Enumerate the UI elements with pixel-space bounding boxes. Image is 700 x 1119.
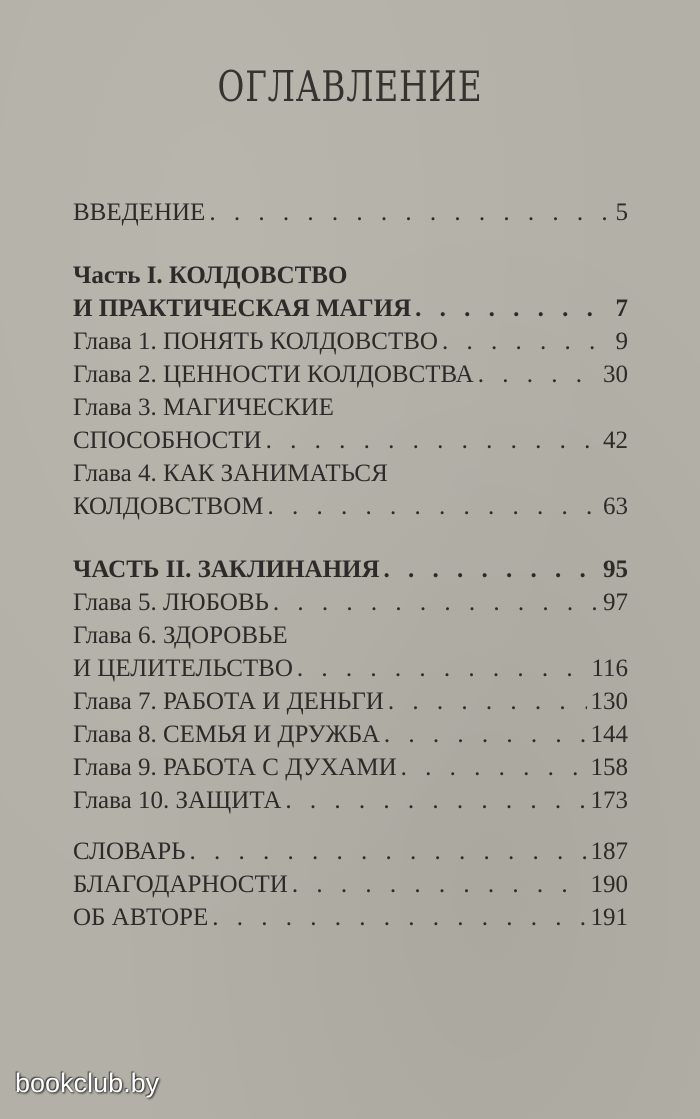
toc-entry-label: Глава 9. РАБОТА С ДУХАМИ [73,754,397,781]
dot-leader [297,652,588,685]
toc-entry-label: БЛАГОДАРНОСТИ [73,871,288,898]
toc-entry-chapter-6 [73,652,628,685]
toc-page-number: 5 [615,199,628,226]
toc-entry-intro [73,196,628,229]
toc-entry-label: ВВЕДЕНИЕ [73,199,206,226]
toc-entry-chapter-4 [73,490,628,523]
toc-entry-acknowledgements [73,868,628,901]
dot-leader [285,784,586,817]
dot-leader [266,424,599,457]
dot-leader [189,835,586,868]
dot-leader [268,490,599,523]
toc-entry-chapter-3 [73,424,628,457]
toc-entry-label: И ПРАКТИЧЕСКАЯ МАГИЯ [73,295,412,322]
toc-page-number: 9 [615,328,628,355]
toc-entry-part-2 [73,553,628,586]
toc-entry-label: Глава 8. СЕМЬЯ И ДРУЖБА [73,721,380,748]
toc-page-number: 7 [615,295,628,322]
toc-page-number: 42 [603,427,628,454]
toc-entry-label: СПОСОБНОСТИ [73,427,262,454]
toc-entry-label: ЧАСТЬ II. ЗАКЛИНАНИЯ [73,556,380,583]
dot-leader [212,901,586,934]
toc-entry-label: Глава 1. ПОНЯТЬ КОЛДОВСТВО [73,328,438,355]
toc-page-number: 95 [603,556,628,583]
toc-page-number: 187 [590,838,628,865]
chapter-4-heading: Глава 4. КАК ЗАНИМАТЬСЯ [73,460,388,487]
toc-entry-glossary [73,835,628,868]
toc-page-number: 191 [590,904,628,931]
part-1-heading: Часть I. КОЛДОВСТВО [73,262,348,289]
toc-page-number: 190 [590,871,628,898]
site-watermark: bookclub.by [15,1068,160,1098]
toc-page-number: 173 [590,787,628,814]
dot-leader [415,292,611,325]
dot-leader [273,586,599,619]
toc-entry-chapter-1 [73,325,628,358]
dot-leader [209,196,611,229]
dot-leader [401,751,587,784]
dot-leader [384,553,599,586]
dot-leader [442,325,612,358]
dot-leader [292,868,587,901]
toc-entry-chapter-5 [73,586,628,619]
toc-page-number: 130 [590,688,628,715]
page-title: ОГЛАВЛЕНИЕ [217,62,483,111]
toc-entry-chapter-10 [73,784,628,817]
toc-page-number: 30 [603,361,628,388]
toc-entry-label: КОЛДОВСТВОМ [73,493,264,520]
toc-page-number: 116 [591,655,628,682]
toc-page-number: 63 [603,493,628,520]
toc-entry-chapter-7 [73,685,628,718]
toc-entry-chapter-8 [73,718,628,751]
toc-page-number: 158 [590,754,628,781]
dot-leader [478,358,599,391]
chapter-6-heading: Глава 6. ЗДОРОВЬЕ [73,622,288,649]
table-of-contents [73,196,628,934]
toc-page-number: 97 [603,589,628,616]
toc-entry-label: И ЦЕЛИТЕЛЬСТВО [73,655,293,682]
toc-entry-label: Глава 7. РАБОТА И ДЕНЬГИ [73,688,384,715]
toc-entry-label: ОБ АВТОРЕ [73,904,209,931]
toc-page-number: 144 [590,721,628,748]
toc-entry-about-author [73,901,628,934]
chapter-3-heading: Глава 3. МАГИЧЕСКИЕ [73,394,334,421]
dot-leader [388,685,587,718]
toc-entry-label: СЛОВАРЬ [73,838,186,865]
toc-entry-label: Глава 5. ЛЮБОВЬ [73,589,269,616]
toc-entry-chapter-2 [73,358,628,391]
dot-leader [384,718,587,751]
toc-entry-label: Глава 2. ЦЕННОСТИ КОЛДОВСТВА [73,361,474,388]
toc-entry-chapter-9 [73,751,628,784]
toc-entry-part-1 [73,292,628,325]
toc-entry-label: Глава 10. ЗАЩИТА [73,787,282,814]
